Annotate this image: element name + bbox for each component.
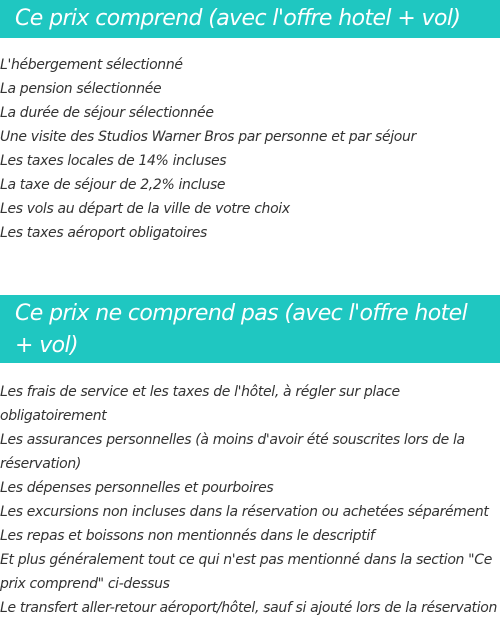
- excludes-list-item: Les frais de service et les taxes de l'hôtel, à régler sur place obligatoirement: [0, 384, 400, 424]
- excludes-list-item: Le transfert aller-retour aéroport/hôtel, sauf si ajouté lors de la réservation: [0, 600, 497, 616]
- includes-section-title: Ce prix comprend (avec l'offre hotel + vol): [0, 0, 500, 38]
- includes-list-item: Une visite des Studios Warner Bros par personne et par séjour: [0, 129, 416, 145]
- includes-list-item: La pension sélectionnée: [0, 81, 162, 97]
- includes-list-item: Les vols au départ de la ville de votre choix: [0, 201, 290, 217]
- includes-list-item: La taxe de séjour de 2,2% incluse: [0, 177, 226, 193]
- includes-list-item: Les taxes aéroport obligatoires: [0, 225, 207, 241]
- excludes-list-item: Les excursions non incluses dans la réservation ou achetées séparément: [0, 504, 489, 520]
- includes-list-item: L'hébergement sélectionné: [0, 57, 183, 73]
- excludes-list-item: Et plus généralement tout ce qui n'est pas mentionné dans la section "Ce prix comprend" ci-dessus: [0, 552, 492, 592]
- includes-list-item: La durée de séjour sélectionnée: [0, 105, 214, 121]
- includes-list-item: Les taxes locales de 14% incluses: [0, 153, 227, 169]
- includes-list: [0, 53, 500, 245]
- excludes-list-item: Les repas et boissons non mentionnés dans le descriptif: [0, 528, 375, 544]
- excludes-list-item: Les assurances personnelles (à moins d'avoir été souscrites lors de la réservation): [0, 432, 465, 472]
- excludes-list-item: Les dépenses personnelles et pourboires: [0, 480, 274, 496]
- excludes-list: [0, 380, 500, 620]
- excludes-section-title: Ce prix ne comprend pas (avec l'offre hotel + vol): [0, 295, 500, 363]
